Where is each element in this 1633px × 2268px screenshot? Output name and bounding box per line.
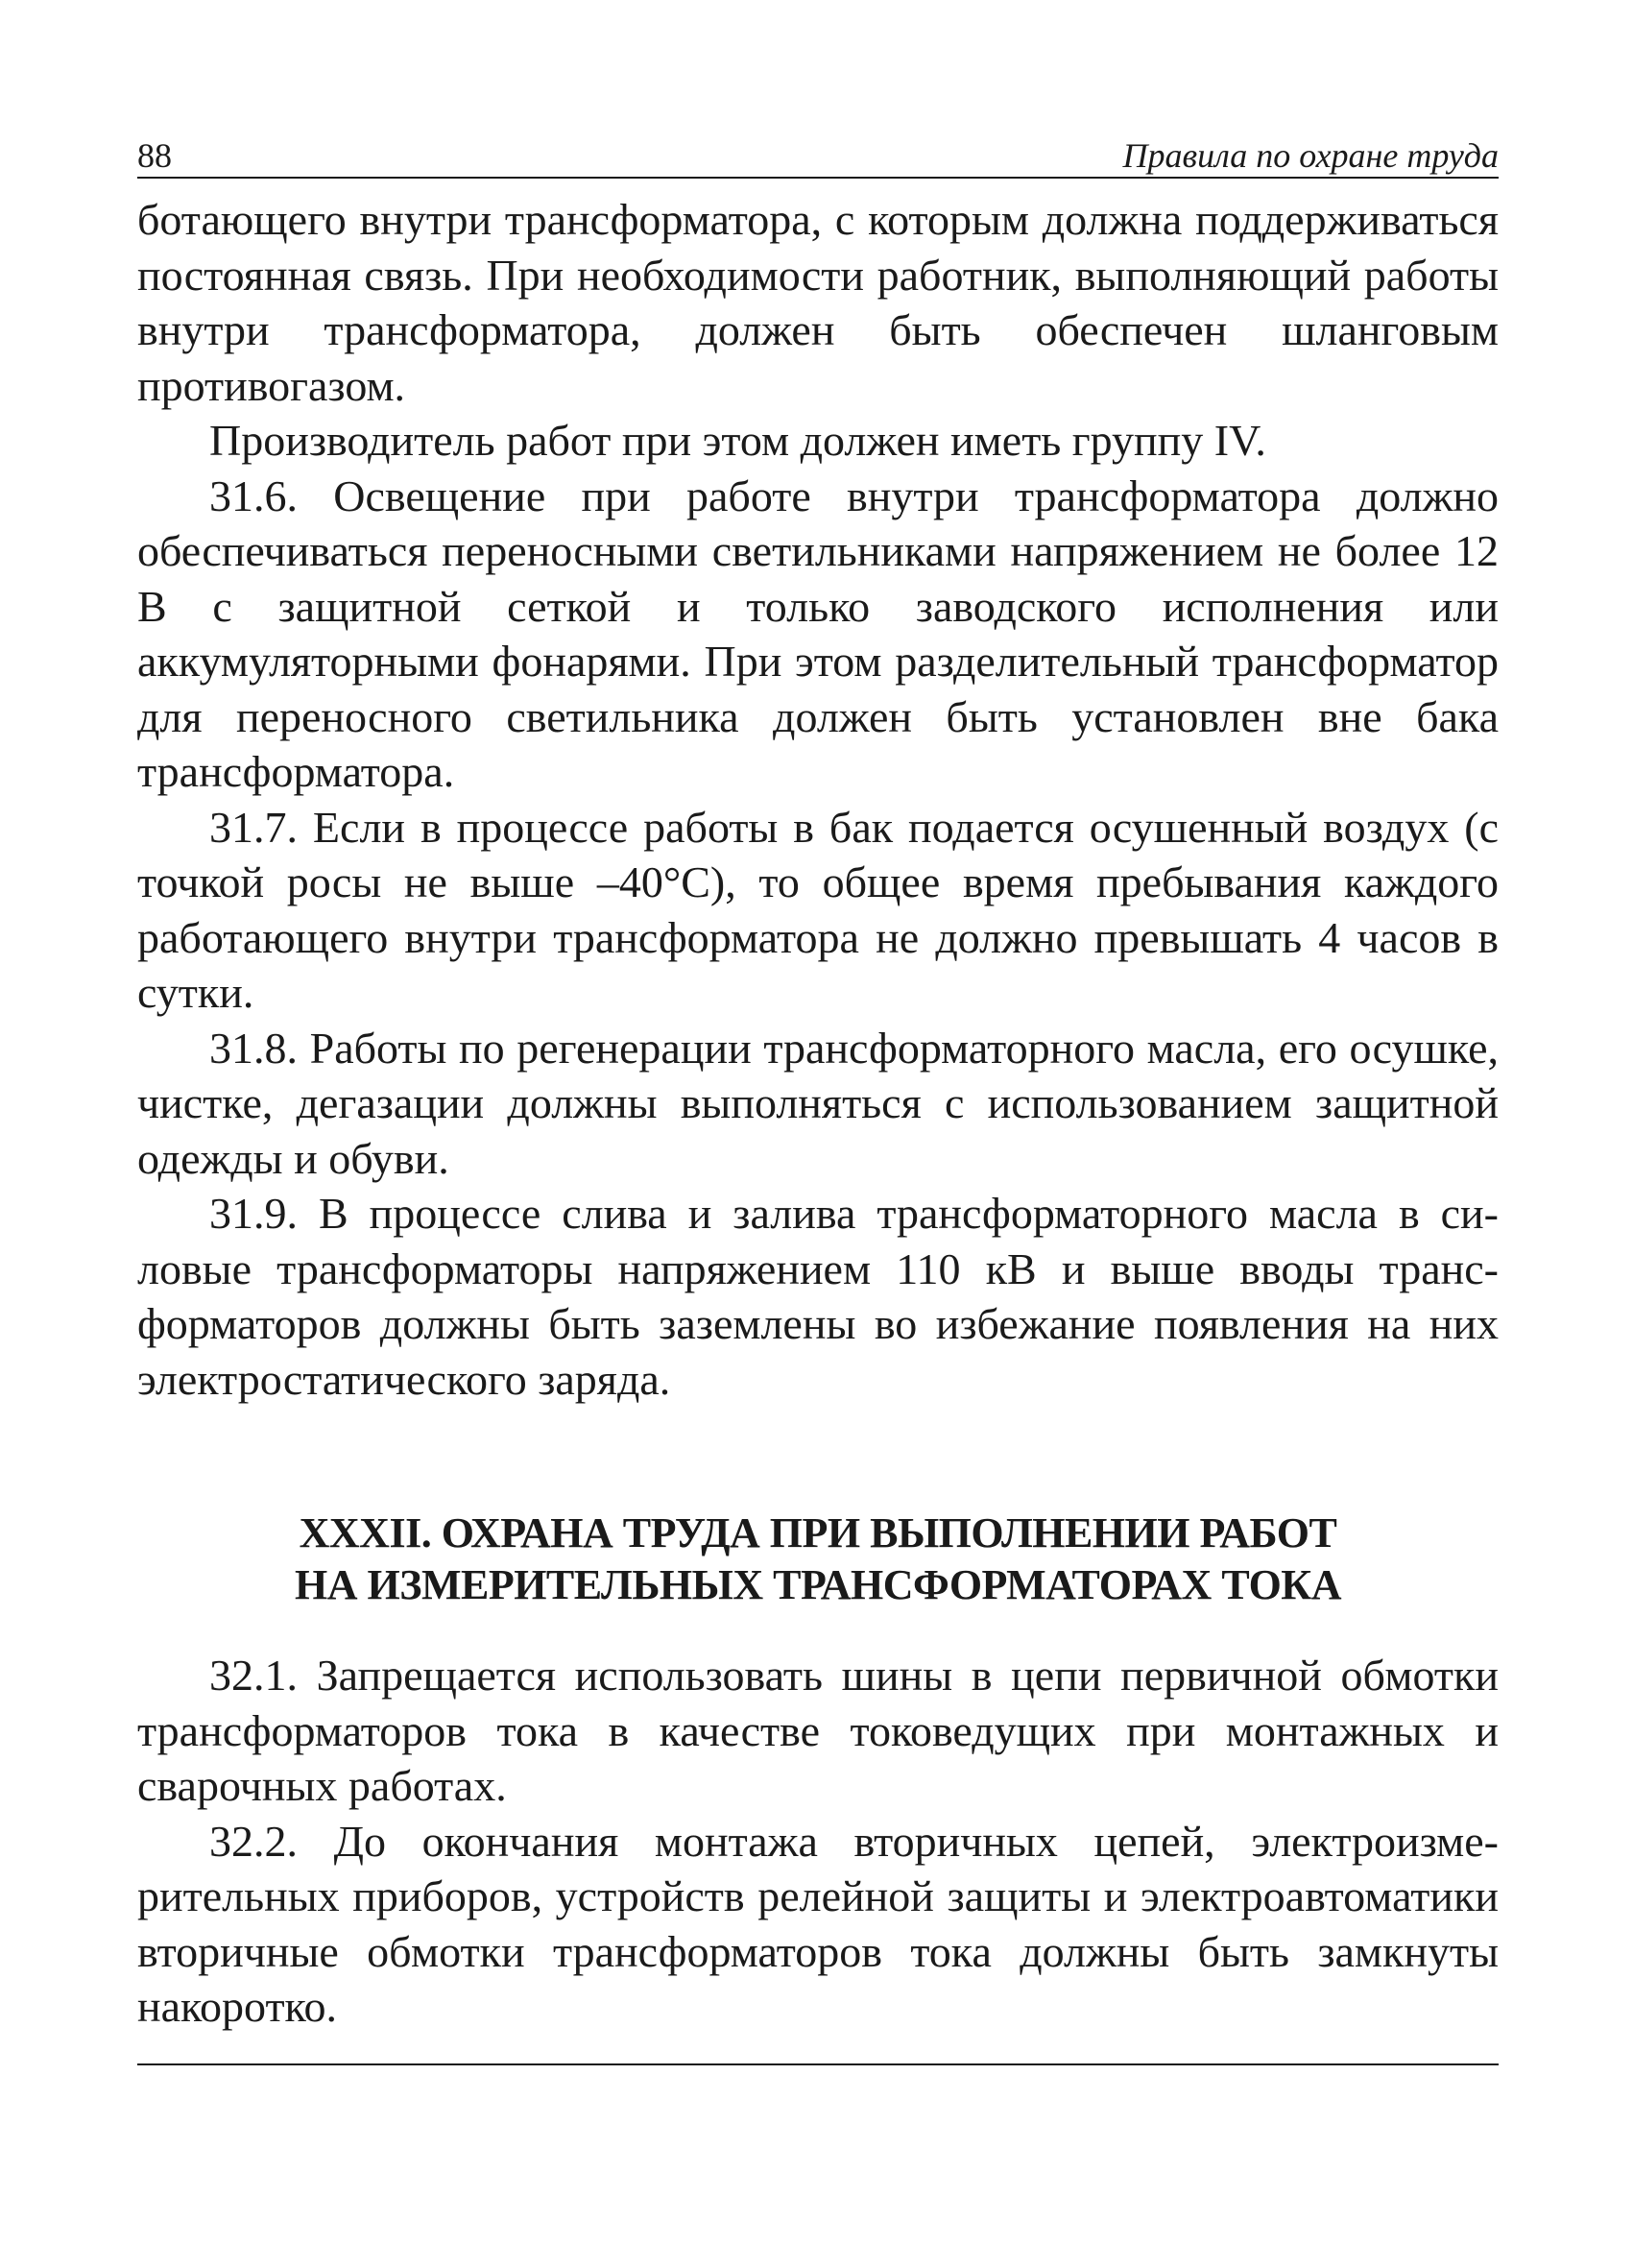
document-page: [137, 125, 1499, 2065]
page-number: 88: [137, 136, 172, 175]
paragraph-32-2: 32.2. До окончания монтажа вторичных цепей, электроизмерительных приборов, устройств релейной защиты и электроавтоматики вторичные обмотки трансформаторов тока должны быть замкнуты накоротко.: [137, 1816, 1499, 2031]
body-text: [137, 192, 1499, 2035]
paragraph-continuation: ботающего внутри трансформатора, с которым должна поддерживаться постоянная связь. При необходимости работник, выполняющий работы внутри трансформатора, должен быть обеспечен шланговым противогазом.: [137, 195, 1499, 410]
running-title: Правила по охране труда: [1122, 136, 1499, 175]
paragraph-31-7: 31.7. Если в процессе работы в бак подается осушенный воздух (с точкой росы не выше –40°С), то общее время пребывания каждого работающего внутри трансформатора не должно превышать 4 часов в сутки.: [137, 802, 1499, 1017]
bottom-rule: [137, 2063, 1499, 2065]
section-heading-line-2: НА ИЗМЕРИТЕЛЬНЫХ ТРАНСФОРМАТОРАХ ТОКА: [295, 1561, 1341, 1608]
running-header: [137, 125, 1499, 179]
paragraph-31-8: 31.8. Работы по регенерации трансформаторного масла, его осушке, чистке, дегазации должны выполняться с использованием защитной одежды и обуви.: [137, 1023, 1499, 1183]
paragraph-32-1: 32.1. Запрещается использовать шины в цепи первичной обмотки трансформаторов тока в качестве токоведущих при монтажных и сварочных работах.: [137, 1651, 1499, 1810]
section-heading: [137, 1508, 1499, 1611]
section-heading-line-1: XXXII. ОХРАНА ТРУДА ПРИ ВЫПОЛНЕНИИ РАБОТ: [299, 1509, 1337, 1556]
paragraph: Производитель работ при этом должен иметь группу IV.: [209, 416, 1266, 465]
paragraph-31-6: 31.6. Освещение при работе внутри трансформатора должно обеспечиваться переносными светильниками напряжением не более 12 В с защитной сеткой и только заводского исполнения или аккумуляторными фонарями. При этом разделительный трансформатор для переносного светильника должен быть установлен вне бака трансформатора.: [137, 470, 1499, 796]
paragraph-31-9: 31.9. В процессе слива и залива трансформаторного масла в силовые трансформаторы напряжением 110 кВ и выше вводы трансформаторов должны быть заземлены во избежание появления на них электростатического заряда.: [137, 1189, 1499, 1404]
